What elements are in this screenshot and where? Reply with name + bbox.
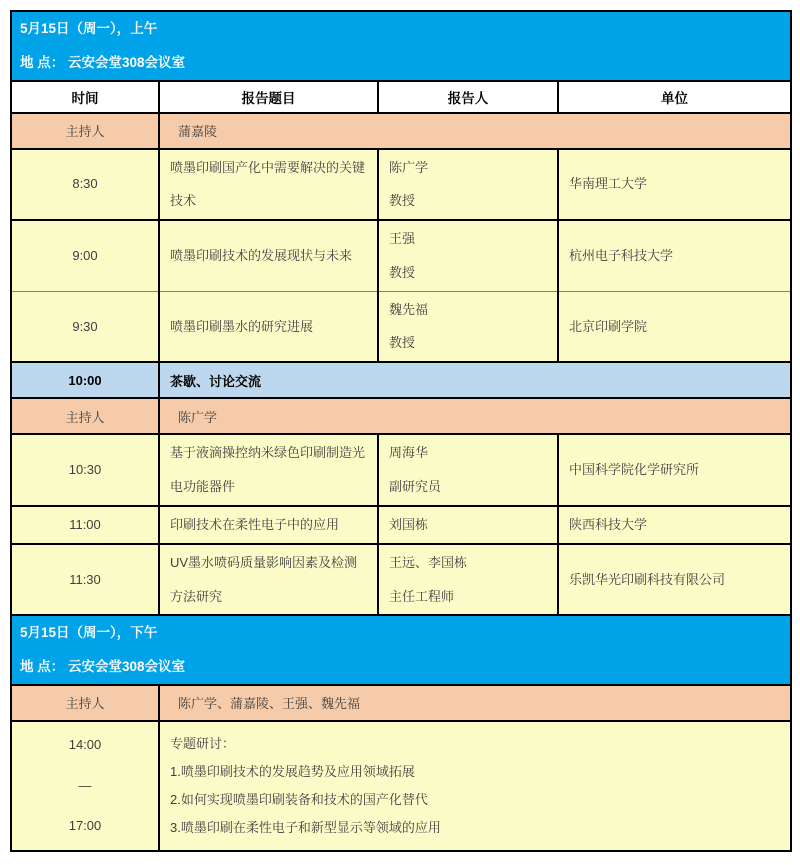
speaker-name: 王远、李国栋 — [389, 554, 468, 570]
speaker-title: 主任工程师 — [389, 588, 455, 604]
talk-time-cell: 11:30 — [11, 544, 159, 616]
talk-time-cell: 10:30 — [11, 434, 159, 506]
talk-affiliation-cell: 北京印刷学院 — [558, 291, 791, 362]
talk-affiliation-cell: 乐凯华光印刷科技有限公司 — [558, 544, 791, 616]
afternoon-session-row — [11, 721, 791, 851]
speaker-title: 教授 — [389, 335, 416, 351]
session-topic-item: 2.如何实现喷墨印刷装备和技术的国产化替代 — [170, 791, 428, 807]
talk-row-900 — [11, 220, 791, 291]
host-label: 主持人 — [11, 398, 159, 434]
talk-title-cell: 喷墨印刷技术的发展现状与未来 — [159, 220, 378, 291]
column-header-affiliation: 单位 — [558, 81, 791, 113]
session-topic-item: 3.喷墨印刷在柔性电子和新型显示等领域的应用 — [170, 819, 441, 835]
host-name: 陈广学、蒲嘉陵、王强、魏先福 — [159, 685, 791, 721]
tea-break-row — [11, 362, 791, 398]
speaker-name: 王强 — [389, 231, 416, 247]
talk-row-930 — [11, 291, 791, 362]
talk-title-cell: 喷墨印刷墨水的研究进展 — [159, 291, 378, 362]
column-header-time: 时间 — [11, 81, 159, 113]
talk-time-cell: 9:00 — [11, 220, 159, 291]
speaker-name: 周海华 — [389, 445, 429, 461]
talk-affiliation-cell: 杭州电子科技大学 — [558, 220, 791, 291]
speaker-name: 魏先福 — [389, 301, 429, 317]
afternoon-session-location: 地 点： 云安会堂308会议室 — [20, 659, 186, 675]
morning-session-date: 5月15日（周一），上午 — [20, 21, 158, 36]
host-row-2 — [11, 398, 791, 434]
host-row-1 — [11, 113, 791, 149]
talk-speaker-cell — [378, 291, 558, 362]
talk-affiliation-cell: 陕西科技大学 — [558, 506, 791, 544]
talk-affiliation-cell: 华南理工大学 — [558, 149, 791, 221]
speaker-name: 刘国栋 — [389, 516, 429, 532]
speaker-title: 副研究员 — [389, 479, 442, 495]
speaker-name: 陈广学 — [389, 159, 429, 175]
talk-time-cell: 8:30 — [11, 149, 159, 221]
morning-session-bar — [11, 11, 791, 81]
column-header-title: 报告题目 — [159, 81, 378, 113]
morning-session-location: 地 点： 云安会堂308会议室 — [20, 54, 186, 70]
talk-title-cell: 喷墨印刷国产化中需要解决的关键技术 — [159, 149, 378, 221]
session-topics-cell — [159, 721, 791, 851]
talk-speaker-cell — [378, 149, 558, 221]
talk-affiliation-cell: 中国科学院化学研究所 — [558, 434, 791, 506]
afternoon-session-date: 5月15日（周一），下午 — [20, 625, 158, 641]
talk-speaker-cell — [378, 544, 558, 616]
session-time-dash: — — [78, 777, 92, 793]
break-label-cell: 茶歇、讨论交流 — [159, 362, 791, 398]
talk-title-cell: 基于液滴操控纳米绿色印刷制造光电功能器件 — [159, 434, 378, 506]
talk-speaker-cell — [378, 434, 558, 506]
column-header-speaker: 报告人 — [378, 81, 558, 113]
host-label: 主持人 — [11, 113, 159, 149]
talk-title-cell: 印刷技术在柔性电子中的应用 — [159, 506, 378, 544]
speaker-title: 教授 — [389, 264, 416, 280]
host-row-3 — [11, 685, 791, 721]
talk-row-1030 — [11, 434, 791, 506]
session-time-cell — [11, 721, 159, 851]
schedule-table — [10, 10, 792, 852]
session-end-time: 17:00 — [68, 817, 102, 833]
column-header-row — [11, 81, 791, 113]
talk-row-1130 — [11, 544, 791, 616]
morning-session-bar-cell — [11, 11, 791, 81]
host-name: 陈广学 — [159, 398, 791, 434]
session-topic-item: 1.喷墨印刷技术的发展趋势及应用领域拓展 — [170, 763, 415, 779]
host-name: 蒲嘉陵 — [159, 113, 791, 149]
talk-title-cell: UV墨水喷码质量影响因素及检测方法研究 — [159, 544, 378, 616]
talk-row-1100 — [11, 506, 791, 544]
host-label: 主持人 — [11, 685, 159, 721]
talk-speaker-cell — [378, 506, 558, 544]
break-time-cell: 10:00 — [11, 362, 159, 398]
afternoon-session-bar-cell — [11, 615, 791, 685]
speaker-title: 教授 — [389, 193, 416, 209]
talk-row-830 — [11, 149, 791, 221]
session-start-time: 14:00 — [68, 737, 102, 753]
talk-time-cell: 9:30 — [11, 291, 159, 362]
afternoon-session-bar — [11, 615, 791, 685]
session-topics-heading: 专题研讨： — [170, 735, 236, 751]
talk-speaker-cell — [378, 220, 558, 291]
talk-time-cell: 11:00 — [11, 506, 159, 544]
